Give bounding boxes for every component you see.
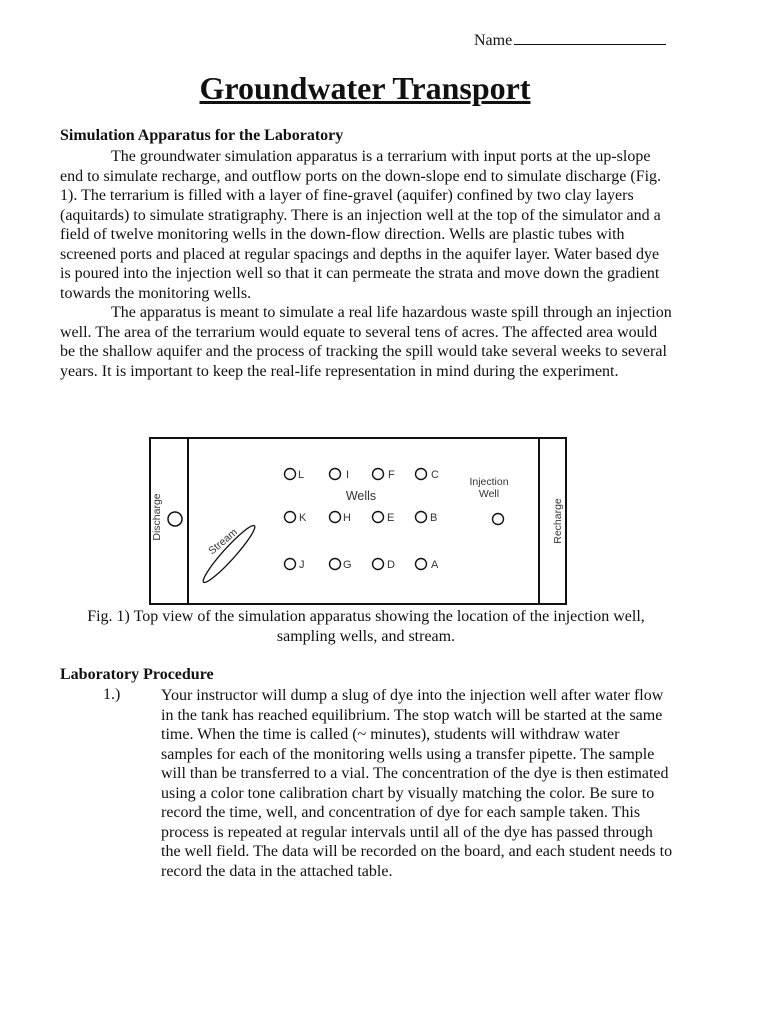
stream-label: Stream xyxy=(206,526,240,558)
well-marker xyxy=(416,512,427,523)
wells-label: Wells xyxy=(345,489,377,503)
injection-well-label: Injection xyxy=(469,476,509,488)
injection-well-marker xyxy=(493,514,504,525)
well-letter: H xyxy=(343,512,351,524)
figure-simulation-apparatus xyxy=(149,437,567,605)
paragraph-real-life-representation: The apparatus is meant to simulate a real life hazardous waste spill through an injection well. The area of the terrarium would equate to several tens of acres. The affected area would be the shallow aquifer and the process of tracking the spill would take several weeks to several years. It is important to keep the real-life representation in mind during the experiment. xyxy=(60,304,672,380)
section-heading-procedure: Laboratory Procedure xyxy=(60,666,214,683)
section-heading-apparatus: Simulation Apparatus for the Laboratory xyxy=(60,127,344,144)
step-text: Your instructor will dump a slug of dye into the injection well after water flow in the tank has reached equilibrium. The stop watch will be started at the same time. When the time is called (~ minutes), students will withdraw water samples for each of the monitoring wells using a transfer pipette. The sample will than be transferred to a vial. The concentration of the dye is then estimated using a color tone calibration chart by visually matching the color. Be sure to record the time, well, and concentration of dye for each sample taken. This process is repeated at regular intervals until all of the dye has passed through the well field. The data will be recorded on the board, and each student needs to record the data in the attached table. xyxy=(161,687,673,880)
well-letter: C xyxy=(431,469,439,481)
well-letter: G xyxy=(343,559,352,571)
name-label: Name xyxy=(474,32,513,49)
well-marker xyxy=(285,559,296,570)
well-marker xyxy=(285,512,296,523)
well-letter: K xyxy=(299,512,307,524)
well-letter: B xyxy=(430,512,438,524)
well-marker xyxy=(330,512,341,523)
paragraph-apparatus-description: The groundwater simulation apparatus is a terrarium with input ports at the up-slope end to simulate recharge, and outflow ports on the down-slope end to simulate discharge (Fig. 1). The terrarium is filled with a layer of fine-gravel (aquifer) confined by two clay layers (aquitards) to simulate stratigraphy. There is an injection well at the top of the simulator and a field of twelve monitoring wells in the down-flow direction. Wells are plastic tubes with screened ports and placed at regular spacings and depths in the aquifer layer. Water based dye is poured into the injection well so that it can permeate the strata and move down the gradient towards the monitoring wells. xyxy=(60,148,662,302)
well-marker xyxy=(285,469,296,480)
well-marker xyxy=(373,559,384,570)
name-field xyxy=(474,30,666,50)
well-letter: D xyxy=(387,559,395,571)
well-marker xyxy=(416,469,427,480)
well-marker xyxy=(330,469,341,480)
well-letter: J xyxy=(299,559,305,571)
well-marker xyxy=(373,469,384,480)
well-letter: E xyxy=(387,512,395,524)
well-marker xyxy=(330,559,341,570)
discharge-label: Discharge xyxy=(151,493,163,541)
discharge-port xyxy=(168,512,182,526)
injection-well-label: Well xyxy=(478,488,500,500)
well-marker xyxy=(416,559,427,570)
well-marker xyxy=(373,512,384,523)
name-blank-line xyxy=(514,30,666,45)
well-letter: A xyxy=(431,559,439,571)
page-title: Groundwater Transport xyxy=(199,70,531,106)
well-letter: I xyxy=(346,469,350,481)
recharge-label: Recharge xyxy=(552,498,564,544)
figure-caption: Fig. 1) Top view of the simulation apparatus showing the location of the injection well, sampling wells, and stream. xyxy=(87,608,645,645)
step-number: 1.) xyxy=(103,686,121,703)
well-letter: L xyxy=(298,469,305,481)
well-letter: F xyxy=(388,469,395,481)
